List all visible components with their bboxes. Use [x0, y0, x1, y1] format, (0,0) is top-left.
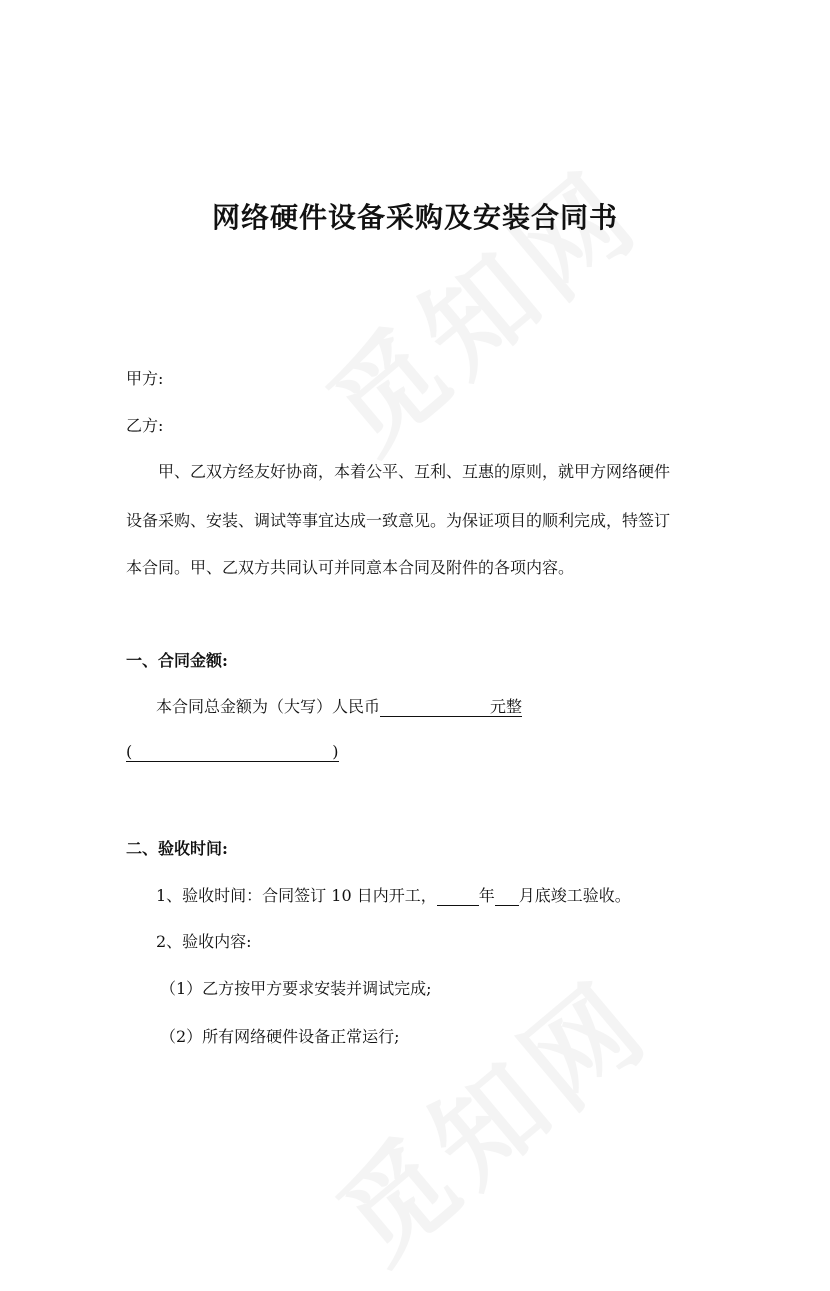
acceptance-time-suffix: 月底竣工验收。: [518, 886, 631, 905]
acceptance-time-line: [156, 883, 631, 906]
section1-heading: 一、合同金额:: [126, 651, 228, 670]
amount-blank: [380, 698, 490, 717]
year-blank: [437, 887, 479, 906]
intro-line-3: 本合同。甲、乙双方共同认可并同意本合同及附件的各项内容。: [126, 558, 575, 577]
party-a-label: 甲方:: [126, 369, 164, 388]
party-b-label: 乙方:: [126, 416, 164, 435]
acceptance-time-prefix: 1、验收时间：合同签订 10 日内开工，: [156, 886, 437, 905]
amount-paren-line: [126, 742, 339, 762]
intro-line-1: 甲、乙双方经友好协商，本着公平、互利、互惠的原则，就甲方网络硬件: [158, 462, 671, 481]
year-label: 年: [478, 886, 495, 905]
month-blank: [495, 887, 519, 906]
document-title: 网络硬件设备采购及安装合同书: [211, 201, 618, 234]
amount-number-blank: [132, 743, 332, 762]
watermark: [290, 129, 667, 481]
section2-heading: 二、验收时间:: [126, 839, 228, 858]
paren-close: ): [332, 742, 339, 761]
amount-prefix: 本合同总金额为（大写）人民币: [156, 697, 381, 716]
paren-open: (: [126, 742, 133, 761]
amount-suffix: 元整: [490, 697, 523, 716]
acceptance-content-label: 2、验收内容:: [156, 932, 252, 951]
acceptance-item-2: （2）所有网络硬件设备正常运行;: [160, 1027, 400, 1046]
intro-line-2: 设备采购、安装、调试等事宜达成一致意见。为保证项目的顺利完成，特签订: [126, 511, 671, 530]
amount-line: [156, 694, 522, 717]
acceptance-item-1: （1）乙方按甲方要求安装并调试完成;: [160, 979, 432, 998]
